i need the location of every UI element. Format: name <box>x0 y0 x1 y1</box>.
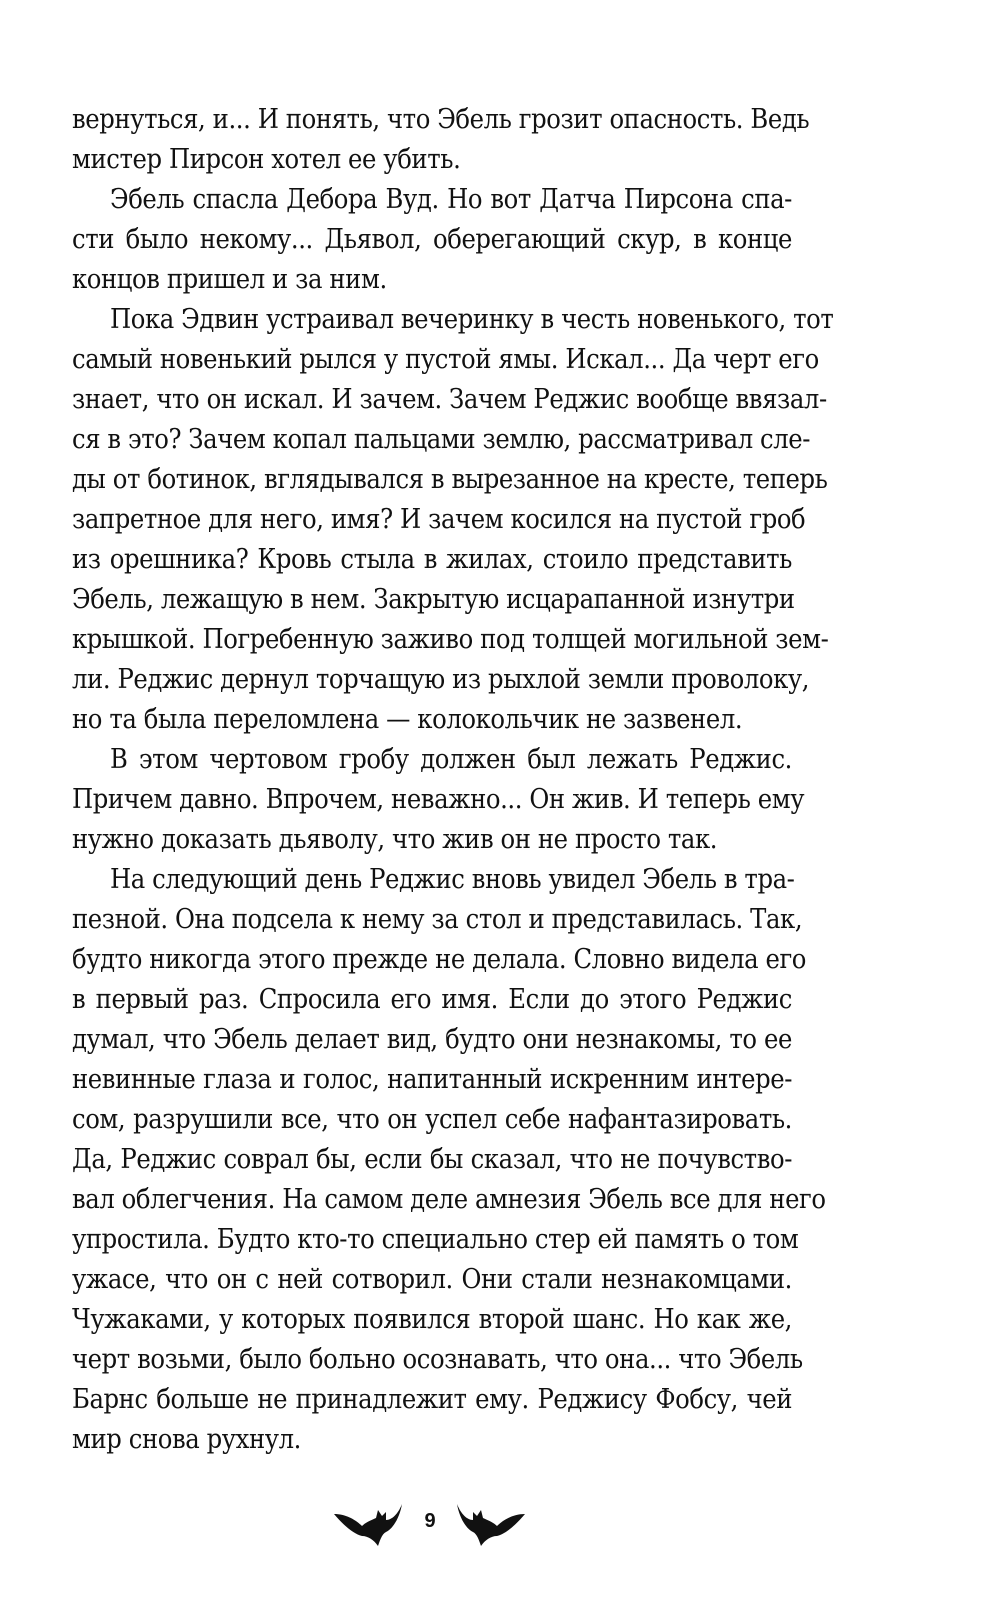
text-line: ли. Реджис дернул торчащую из рыхлой земли проволоку, <box>72 664 810 695</box>
text-line: Эбель, лежащую в нем. Закрытую исцарапанной изнутри <box>72 584 795 615</box>
page-footer <box>0 1500 1000 1560</box>
text-line: крышкой. Погребенную заживо под толщей могильной зем- <box>72 624 829 655</box>
text-line: вернуться, и... И понять, что Эбель грозит опасность. Ведь <box>72 104 810 135</box>
text-line: упростила. Будто кто-то специально стер ей память о том <box>72 1224 799 1255</box>
paragraph <box>72 860 826 1460</box>
text-line: самый новенький рылся у пустой ямы. Искал... Да черт его <box>72 344 819 375</box>
text-line: сти было некому... Дьявол, оберегающий скур, в конце <box>72 224 792 255</box>
text-line: невинные глаза и голос, напитанный искренним интере- <box>72 1064 792 1095</box>
text-line: Пока Эдвин устраивал вечеринку в честь новенького, тот <box>110 304 834 335</box>
bat-icon <box>332 1500 404 1550</box>
text-line: черт возьми, было больно осознавать, что она... что Эбель <box>72 1344 803 1375</box>
text-line: сом, разрушили все, что он успел себе нафантазировать. <box>72 1104 792 1135</box>
text-line: На следующий день Реджис вновь увидел Эбель в тра- <box>110 864 795 895</box>
text-line: Эбель спасла Дебора Вуд. Но вот Датча Пирсона спа- <box>110 184 792 215</box>
paragraph <box>72 100 810 180</box>
text-line: ся в это? Зачем копал пальцами землю, рассматривал сле- <box>72 424 811 455</box>
text-line: мир снова рухнул. <box>72 1424 301 1455</box>
text-line: пезной. Она подсела к нему за стол и представилась. Так, <box>72 904 803 935</box>
text-line: Чужаками, у которых появился второй шанс. Но как же, <box>72 1304 792 1335</box>
text-line: мистер Пирсон хотел ее убить. <box>72 144 461 175</box>
page-body <box>72 100 834 1460</box>
text-line: нужно доказать дьяволу, что жив он не просто так. <box>72 824 718 855</box>
bat-icon <box>455 1500 527 1550</box>
text-line: концов пришел и за ним. <box>72 264 387 295</box>
text-line: Причем давно. Впрочем, неважно... Он жив. И теперь ему <box>72 784 805 815</box>
text-line: ужасе, что он с ней сотворил. Они стали незнакомцами. <box>72 1264 792 1295</box>
text-line: в первый раз. Спросила его имя. Если до этого Реджис <box>72 984 792 1015</box>
text-line: но та была переломлена — колокольчик не зазвенел. <box>72 704 743 735</box>
text-line: запретное для него, имя? И зачем косился на пустой гроб <box>72 504 806 535</box>
text-line: В этом чертовом гробу должен был лежать Реджис. <box>110 744 792 775</box>
text-line: ды от ботинок, вглядывался в вырезанное на кресте, теперь <box>72 464 828 495</box>
text-line: вал облегчения. На самом деле амнезия Эбель все для него <box>72 1184 826 1215</box>
paragraph <box>72 300 834 740</box>
text-line: Барнс больше не принадлежит ему. Реджису Фобсу, чей <box>72 1384 792 1415</box>
text-line: знает, что он искал. И зачем. Зачем Реджис вообще ввязал- <box>72 384 827 415</box>
text-line: будто никогда этого прежде не делала. Словно видела его <box>72 944 807 975</box>
text-line: из орешника? Кровь стыла в жилах, стоило представить <box>72 544 792 575</box>
text-line: Да, Реджис соврал бы, если бы сказал, что не почувство- <box>72 1144 792 1175</box>
page-number: 9 <box>424 1510 436 1532</box>
paragraph <box>72 740 805 860</box>
text-line: думал, что Эбель делает вид, будто они незнакомы, то ее <box>72 1024 792 1055</box>
paragraph <box>72 180 792 300</box>
